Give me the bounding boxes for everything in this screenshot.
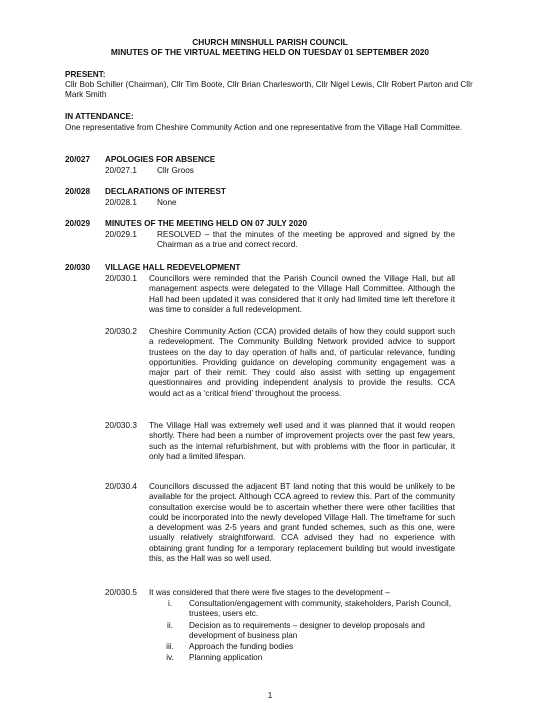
item-heading: MINUTES OF THE MEETING HELD ON 07 JULY 2020	[105, 219, 308, 228]
sub-item-number: 20/029.1	[105, 230, 137, 239]
sub-item-text: The Village Hall was extremely well used and it was planned that it would reopen shortly. There had been a number of improvement projects over the past few years, such as the internal refurbishment, but with problems with the floor in particular, it only had a limited lifespan.	[149, 421, 455, 461]
stage-number: iv.	[166, 653, 174, 662]
stage-text: Planning application	[189, 653, 263, 662]
sub-item-text: RESOLVED – that the minutes of the meeting be approved and signed by the Chairman as a true and correct record.	[157, 230, 455, 250]
sub-item-number: 20/028.1	[105, 198, 137, 207]
sub-item-number: 20/027.1	[105, 166, 137, 175]
item-heading: VILLAGE HALL REDEVELOPMENT	[105, 263, 241, 272]
sub-item-number: 20/030.1	[105, 274, 137, 283]
sub-item-text: Councillors discussed the adjacent BT land noting that this would be unlikely to be available for the project. Although CCA agreed to review this. Part of the community consultation exercise would be to ascertain whether there were other facilities that could be incorporated into the newly developed Village Hall. The timeframe for such a development was 2-5 years and grant funded schemes, such as this one, were usually relatively straightforward. CCA advised they had no experience with obtaining grant funding for a temporary replacement building but would investigate this, as the Hall was so well used.	[149, 482, 455, 564]
item-number: 20/030	[65, 263, 91, 272]
page-number: 1	[267, 691, 273, 700]
stage-number: i.	[167, 599, 173, 608]
item-heading: APOLOGIES FOR ABSENCE	[105, 155, 216, 164]
stage-number: ii.	[167, 621, 173, 630]
council-name: CHURCH MINSHULL PARISH COUNCIL	[192, 37, 348, 47]
item-number: 20/027	[65, 155, 91, 164]
item-number: 20/029	[65, 219, 91, 228]
sub-item-number: 20/030.2	[105, 327, 137, 336]
stage-text: Consultation/engagement with community, stakeholders, Parish Council, trustees, users etc.	[189, 599, 451, 619]
sub-item-number: 20/030.3	[105, 421, 137, 430]
item-heading: DECLARATIONS OF INTEREST	[105, 187, 226, 196]
stage-text: Approach the funding bodies	[189, 642, 294, 651]
sub-item-text: Councillors were reminded that the Parish Council owned the Village Hall, but all management aspects were delegated to the Village Hall Committee. Although the Hall had been updated it was considered that it only had limited time left therefore it was time to consider a full redevelopment.	[149, 274, 455, 314]
present-text: Cllr Bob Schiller (Chairman), Cllr Tim Boote, Cllr Brian Charlesworth, Cllr Nigel Lewis, Cllr Robert Parton and Cllr Mark Smith	[65, 80, 473, 100]
sub-item-number: 20/030.4	[105, 482, 137, 491]
sub-item-text: None	[157, 198, 177, 207]
item-number: 20/028	[65, 187, 91, 196]
sub-item-text: Cheshire Community Action (CCA) provided details of how they could support such a redevelopment. The Community Building Network provided advice to support trustees on the day to day operation of halls and, of particular relevance, funding opportunities. Providing guidance on developing community engagement was a major part of their remit. They could also assist with setting up engagement questionnaires and providing independent analysis to provide the results. CCA would act as a ‘critical friend’ throughout the process.	[149, 327, 455, 398]
sub-item-number: 20/030.5	[105, 588, 137, 597]
sub-item-text: It was considered that there were five stages to the development –	[149, 588, 390, 597]
attendance-label: IN ATTENDANCE:	[65, 112, 134, 121]
stage-text: Decision as to requirements – designer to develop proposals and development of business plan	[189, 621, 425, 641]
stage-number: iii.	[166, 642, 174, 651]
minutes-title: MINUTES OF THE VIRTUAL MEETING HELD ON TUESDAY 01 SEPTEMBER 2020	[110, 47, 430, 57]
sub-item-text: Cllr Groos	[157, 166, 194, 175]
present-label: PRESENT:	[65, 70, 106, 79]
attendance-text: One representative from Cheshire Community Action and one representative from the Village Hall Committee.	[65, 123, 463, 132]
